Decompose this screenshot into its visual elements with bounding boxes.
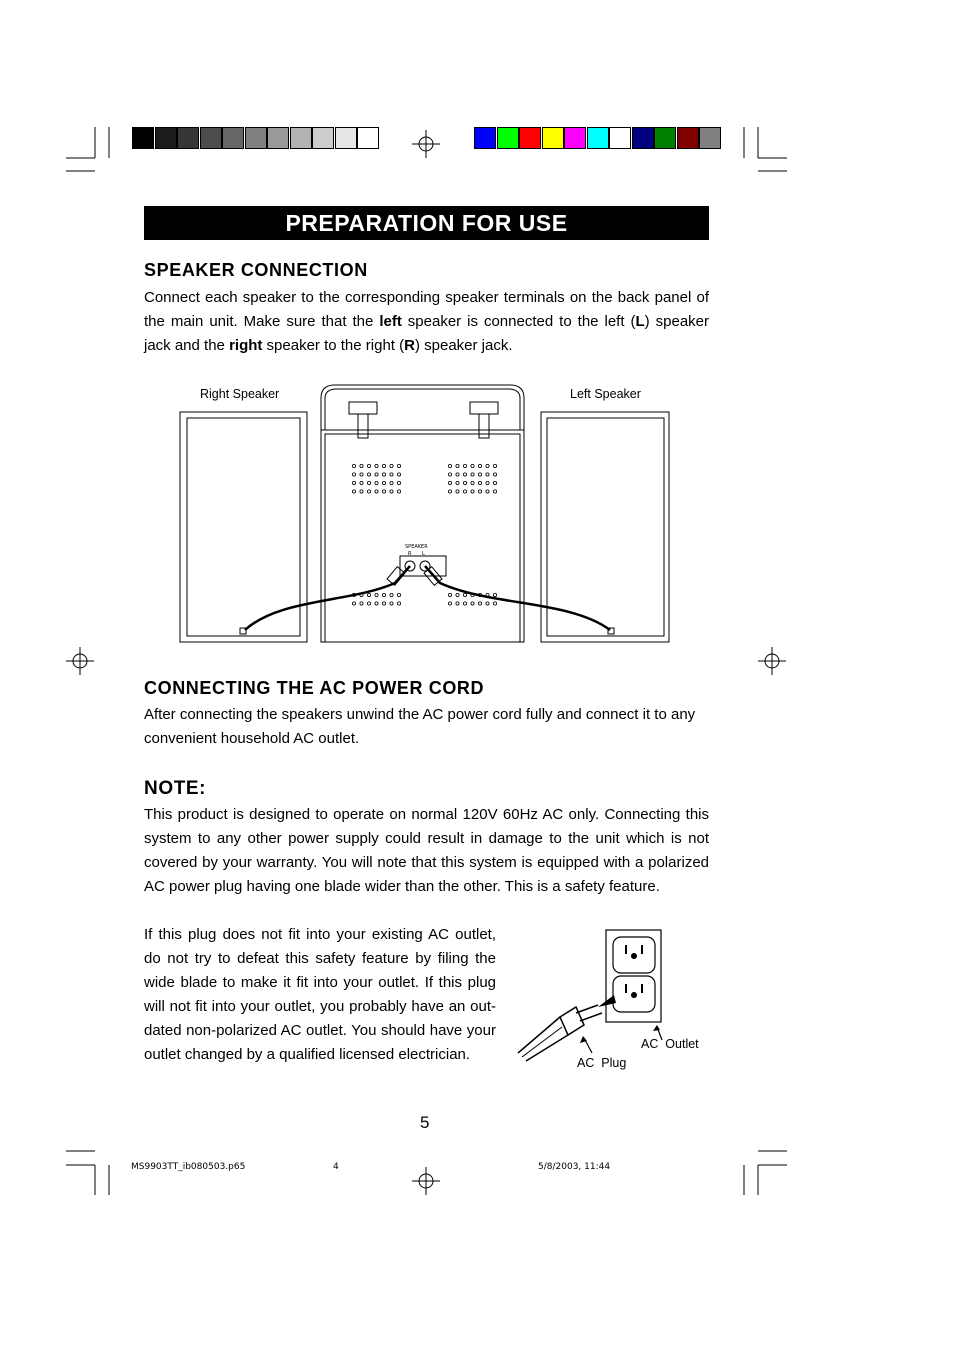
footer-timestamp: 5/8/2003, 11:44: [538, 1162, 611, 1172]
grille-dot: [463, 593, 466, 596]
grille-dot: [486, 602, 489, 605]
color-swatch: [267, 127, 289, 149]
grille-dot: [382, 464, 385, 467]
note-text: This product is designed to operate on normal 120V 60Hz AC only. Connecting this system to any other power supply could result in damage to the unit which is not covered by your warranty. You will note that this system is equipped with a polarized AC power plug having one blade wider than the other. This is a safety feature.: [144, 806, 709, 895]
color-swatch: [200, 127, 222, 149]
ac-power-heading: CONNECTING THE AC POWER CORD: [144, 678, 485, 698]
grille-dot: [367, 490, 370, 493]
crosshair-icon: [412, 1167, 440, 1195]
grille-dot: [456, 602, 459, 605]
text-segment: speaker is connected to the left (: [401, 313, 636, 330]
color-swatch: [245, 127, 267, 149]
color-swatch: [497, 127, 519, 149]
note-text-continued: If this plug does not fit into your existing AC outlet, do not try to defeat this safety feature by filing the wide blade to make it fit into your outlet. If this plug will not fit into your outlet, you probably have an out-dated non-polarized AC outlet. You should have your outlet changed by a qualified licensed electrician.: [144, 926, 496, 1063]
grille-dot: [486, 464, 489, 467]
grille-dot: [390, 473, 393, 476]
color-swatch: [474, 127, 496, 149]
grille-dot: [397, 593, 400, 596]
grille-dot: [352, 464, 355, 467]
speaker-connection-text: [144, 286, 709, 358]
grille-dot: [478, 473, 481, 476]
grille-dot: [397, 473, 400, 476]
grille-dot: [397, 464, 400, 467]
grille-dot: [493, 602, 496, 605]
grille-dot: [382, 481, 385, 484]
grille-dot: [382, 602, 385, 605]
speaker-connection-heading: SPEAKER CONNECTION: [144, 260, 368, 280]
grille-dot: [367, 473, 370, 476]
color-swatch: [312, 127, 334, 149]
grille-dot: [448, 490, 451, 493]
grille-dot: [463, 602, 466, 605]
grille-dot: [448, 602, 451, 605]
grille-dot: [375, 490, 378, 493]
ac-power-text: After connecting the speakers unwind the AC power cord fully and connect it to any convenient household AC outlet.: [144, 706, 696, 747]
grille-dot: [352, 481, 355, 484]
color-swatch: [564, 127, 586, 149]
text-segment: ) speaker jack.: [414, 337, 513, 354]
footer-file-name: MS9903TT_ib080503.p65: [131, 1162, 246, 1172]
grille-dot: [478, 602, 481, 605]
color-swatch: [335, 127, 357, 149]
grille-dot: [448, 473, 451, 476]
grille-dot: [360, 473, 363, 476]
grille-dot: [360, 490, 363, 493]
grille-dot: [352, 490, 355, 493]
ac-plug-label: AC Plug: [577, 1056, 627, 1070]
color-swatch: [357, 127, 379, 149]
grille-dot: [493, 490, 496, 493]
grille-dot: [352, 602, 355, 605]
color-swatch: [654, 127, 676, 149]
grille-dot: [493, 464, 496, 467]
grille-dot: [456, 593, 459, 596]
text-segment: speaker to the right (: [262, 337, 405, 354]
bold-right: right: [229, 337, 263, 354]
color-registration-bar: [474, 127, 722, 149]
grille-dot: [478, 490, 481, 493]
grille-dot: [478, 481, 481, 484]
grille-dot: [375, 473, 378, 476]
text-segment: Connect each speaker to the corresponding speaker terminals on the back panel of the main unit. Make sure that the: [144, 289, 709, 330]
grille-dot: [471, 602, 474, 605]
grille-dot: [448, 593, 451, 596]
grille-dot: [390, 602, 393, 605]
grille-dot: [448, 464, 451, 467]
grille-dot: [367, 481, 370, 484]
speaker-connection-diagram: [170, 378, 680, 648]
bold-L: L: [635, 313, 645, 330]
grille-dot: [360, 464, 363, 467]
grille-dot: [471, 490, 474, 493]
grille-dot: [367, 464, 370, 467]
grille-dot: [360, 481, 363, 484]
grille-dot: [456, 464, 459, 467]
grille-dot: [456, 481, 459, 484]
color-swatch: [699, 127, 721, 149]
crosshair-icon: [412, 130, 440, 158]
text-segment: ) speaker jack and the: [144, 313, 709, 354]
grayscale-color-bar: [132, 127, 380, 149]
grille-dot: [456, 490, 459, 493]
grille-dot: [382, 593, 385, 596]
color-swatch: [632, 127, 654, 149]
grille-dot: [463, 490, 466, 493]
grille-dot: [471, 473, 474, 476]
grille-dot: [367, 602, 370, 605]
bold-left: left: [379, 313, 402, 330]
footer-page-ref: 4: [333, 1162, 339, 1172]
grille-dot: [463, 473, 466, 476]
grille-dot: [375, 602, 378, 605]
color-swatch: [542, 127, 564, 149]
ac-outlet-diagram: [510, 925, 710, 1075]
note-heading: NOTE:: [144, 778, 207, 799]
grille-dot: [463, 464, 466, 467]
grille-dot: [463, 481, 466, 484]
grille-dot: [397, 490, 400, 493]
color-swatch: [132, 127, 154, 149]
grille-dot: [493, 473, 496, 476]
page-number: 5: [420, 1113, 430, 1132]
grille-dot: [486, 490, 489, 493]
grille-dot: [375, 464, 378, 467]
color-swatch: [290, 127, 312, 149]
bold-R: R: [404, 337, 415, 354]
crosshair-icon: [758, 647, 786, 675]
terminal-label: SPEAKER: [405, 544, 428, 550]
grille-dot: [390, 593, 393, 596]
left-speaker-label: Left Speaker: [570, 387, 641, 401]
ac-outlet-label: AC Outlet: [641, 1037, 699, 1051]
color-swatch: [519, 127, 541, 149]
color-swatch: [609, 127, 631, 149]
crosshair-icon: [66, 647, 94, 675]
color-swatch: [155, 127, 177, 149]
grille-dot: [448, 481, 451, 484]
terminal-l-label: L: [422, 551, 425, 557]
grille-dot: [471, 481, 474, 484]
terminal-r-label: R: [408, 551, 412, 557]
grille-dot: [352, 473, 355, 476]
grille-dot: [456, 473, 459, 476]
grille-dot: [390, 490, 393, 493]
grille-dot: [390, 481, 393, 484]
grille-dot: [493, 481, 496, 484]
grille-dot: [486, 481, 489, 484]
grille-dot: [382, 473, 385, 476]
grille-dot: [390, 464, 393, 467]
grille-dot: [471, 464, 474, 467]
grille-dot: [360, 602, 363, 605]
grille-dot: [375, 481, 378, 484]
color-swatch: [677, 127, 699, 149]
right-speaker-label: Right Speaker: [200, 387, 280, 401]
grille-dot: [382, 490, 385, 493]
grille-dot: [397, 602, 400, 605]
grille-dot: [486, 473, 489, 476]
color-swatch: [587, 127, 609, 149]
color-swatch: [222, 127, 244, 149]
grille-dot: [367, 593, 370, 596]
grille-dot: [397, 481, 400, 484]
grille-dot: [493, 593, 496, 596]
color-swatch: [177, 127, 199, 149]
page-title: PREPARATION FOR USE: [144, 206, 709, 240]
grille-dot: [375, 593, 378, 596]
grille-dot: [478, 464, 481, 467]
